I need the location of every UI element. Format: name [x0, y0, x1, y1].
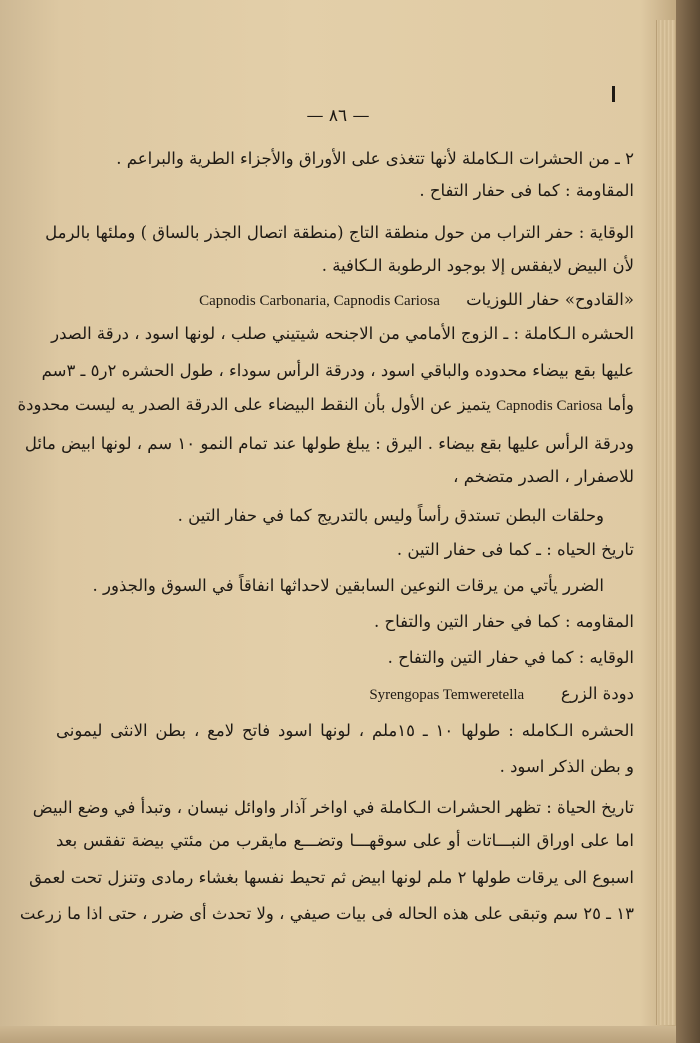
- latin-name: Syrengopas Temweretella: [369, 687, 525, 703]
- latin-name: Capnodis Carbonaria, Capnodis Cariosa: [199, 293, 440, 309]
- text-line: وحلقات البطن تستدق رأساً وليس بالتدريج كما في حفار التين .: [177, 506, 604, 525]
- text-line: اسبوع الى يرقات طولها ٢ ملم لونها ابيض ثم تحيط نفسها بغشاء رمادى وتنزل تحت لعمق: [29, 868, 634, 887]
- text-line: تاريخ الحياه : ـ كما فى حفار التين .: [396, 540, 634, 559]
- text-line: الضرر يأتي من يرقات النوعين السابقين لاحداثها انفاقاً في السوق والجذور .: [92, 576, 604, 595]
- text-line: الوقايه : كما في حفار التين والتفاح .: [387, 648, 634, 667]
- page-number: — ٨٦ —: [306, 106, 370, 126]
- latin-name: Capnodis Cariosa: [496, 398, 603, 414]
- text-line: [56, 289, 634, 312]
- heading-arabic: «القادوح» حفار اللوزيات: [466, 290, 634, 309]
- text-line: الحشره الـكاملة : ـ الزوج الأمامي من الاجنحه شيتيني صلب ، لونها اسود ، درقة الصدر: [51, 324, 634, 343]
- text-line: لأن البيض لايفقس إلا بوجود الرطوبة الـكافية .: [321, 256, 634, 275]
- text-line: عليها بقع بيضاء محدوده والباقي اسود ، ودرقة الرأس سوداء ، طول الحشره ٢ر٥ ـ ٣سم: [41, 361, 634, 380]
- page-edge: [656, 20, 675, 1025]
- text-line: للاصفرار ، الصدر متضخم ،: [453, 467, 634, 486]
- text-span: وأما: [607, 395, 634, 414]
- text-line: و بطن الذكر اسود .: [499, 757, 634, 776]
- text-line: ودرقة الرأس عليها بقع بيضاء . اليرق : يبلغ طولها عند تمام النمو ١٠ سم ، لونها ابيض مائل: [24, 434, 634, 453]
- text-line: الوقاية : حفر التراب من حول منطقة التاج (منطقة اتصال الجذر بالساق ) وملئها بالرمل: [45, 223, 634, 242]
- book-binding: [676, 0, 700, 1043]
- text-line: اما على اوراق النبـــاتات أو على سوقهـــا وتضـــع مايقرب من مئتي بيضة تفقس بعد: [56, 831, 634, 850]
- text-line: ٢ ـ من الحشرات الـكاملة لأنها تتغذى على الأوراق والأجزاء الطرية والبراعم .: [116, 149, 634, 168]
- text-span: يتميز عن الأول بأن النقط البيضاء على الدرقة الصدر يه ليست محدودة: [17, 395, 491, 414]
- bottom-edge: [0, 1026, 676, 1043]
- text-line: المقاومة : كما فى حفار التفاح .: [419, 181, 634, 200]
- text-line: [17, 394, 634, 417]
- text-line: المقاومه : كما في حفار التين والتفاح .: [373, 612, 634, 631]
- text-line: ١٣ ـ ٢٥ سم وتبقى على هذه الحاله فى بيات صيفي ، ولا تحدث أى ضرر ، حتى اذا ما زرعت: [19, 904, 634, 923]
- scan-marker: [612, 86, 615, 102]
- text-line: تاريخ الحياة : تظهر الحشرات الـكاملة في اواخر آذار واوائل نيسان ، وتبدأ في وضع البيض: [32, 798, 634, 817]
- text-line: الحشره الـكامله : طولها ١٠ ـ ١٥ملم ، لونها اسود فاتح لامع ، بطن الانثى ليمونى: [56, 721, 634, 740]
- text-line: [56, 683, 634, 706]
- heading-arabic: دودة الزرع: [560, 684, 634, 703]
